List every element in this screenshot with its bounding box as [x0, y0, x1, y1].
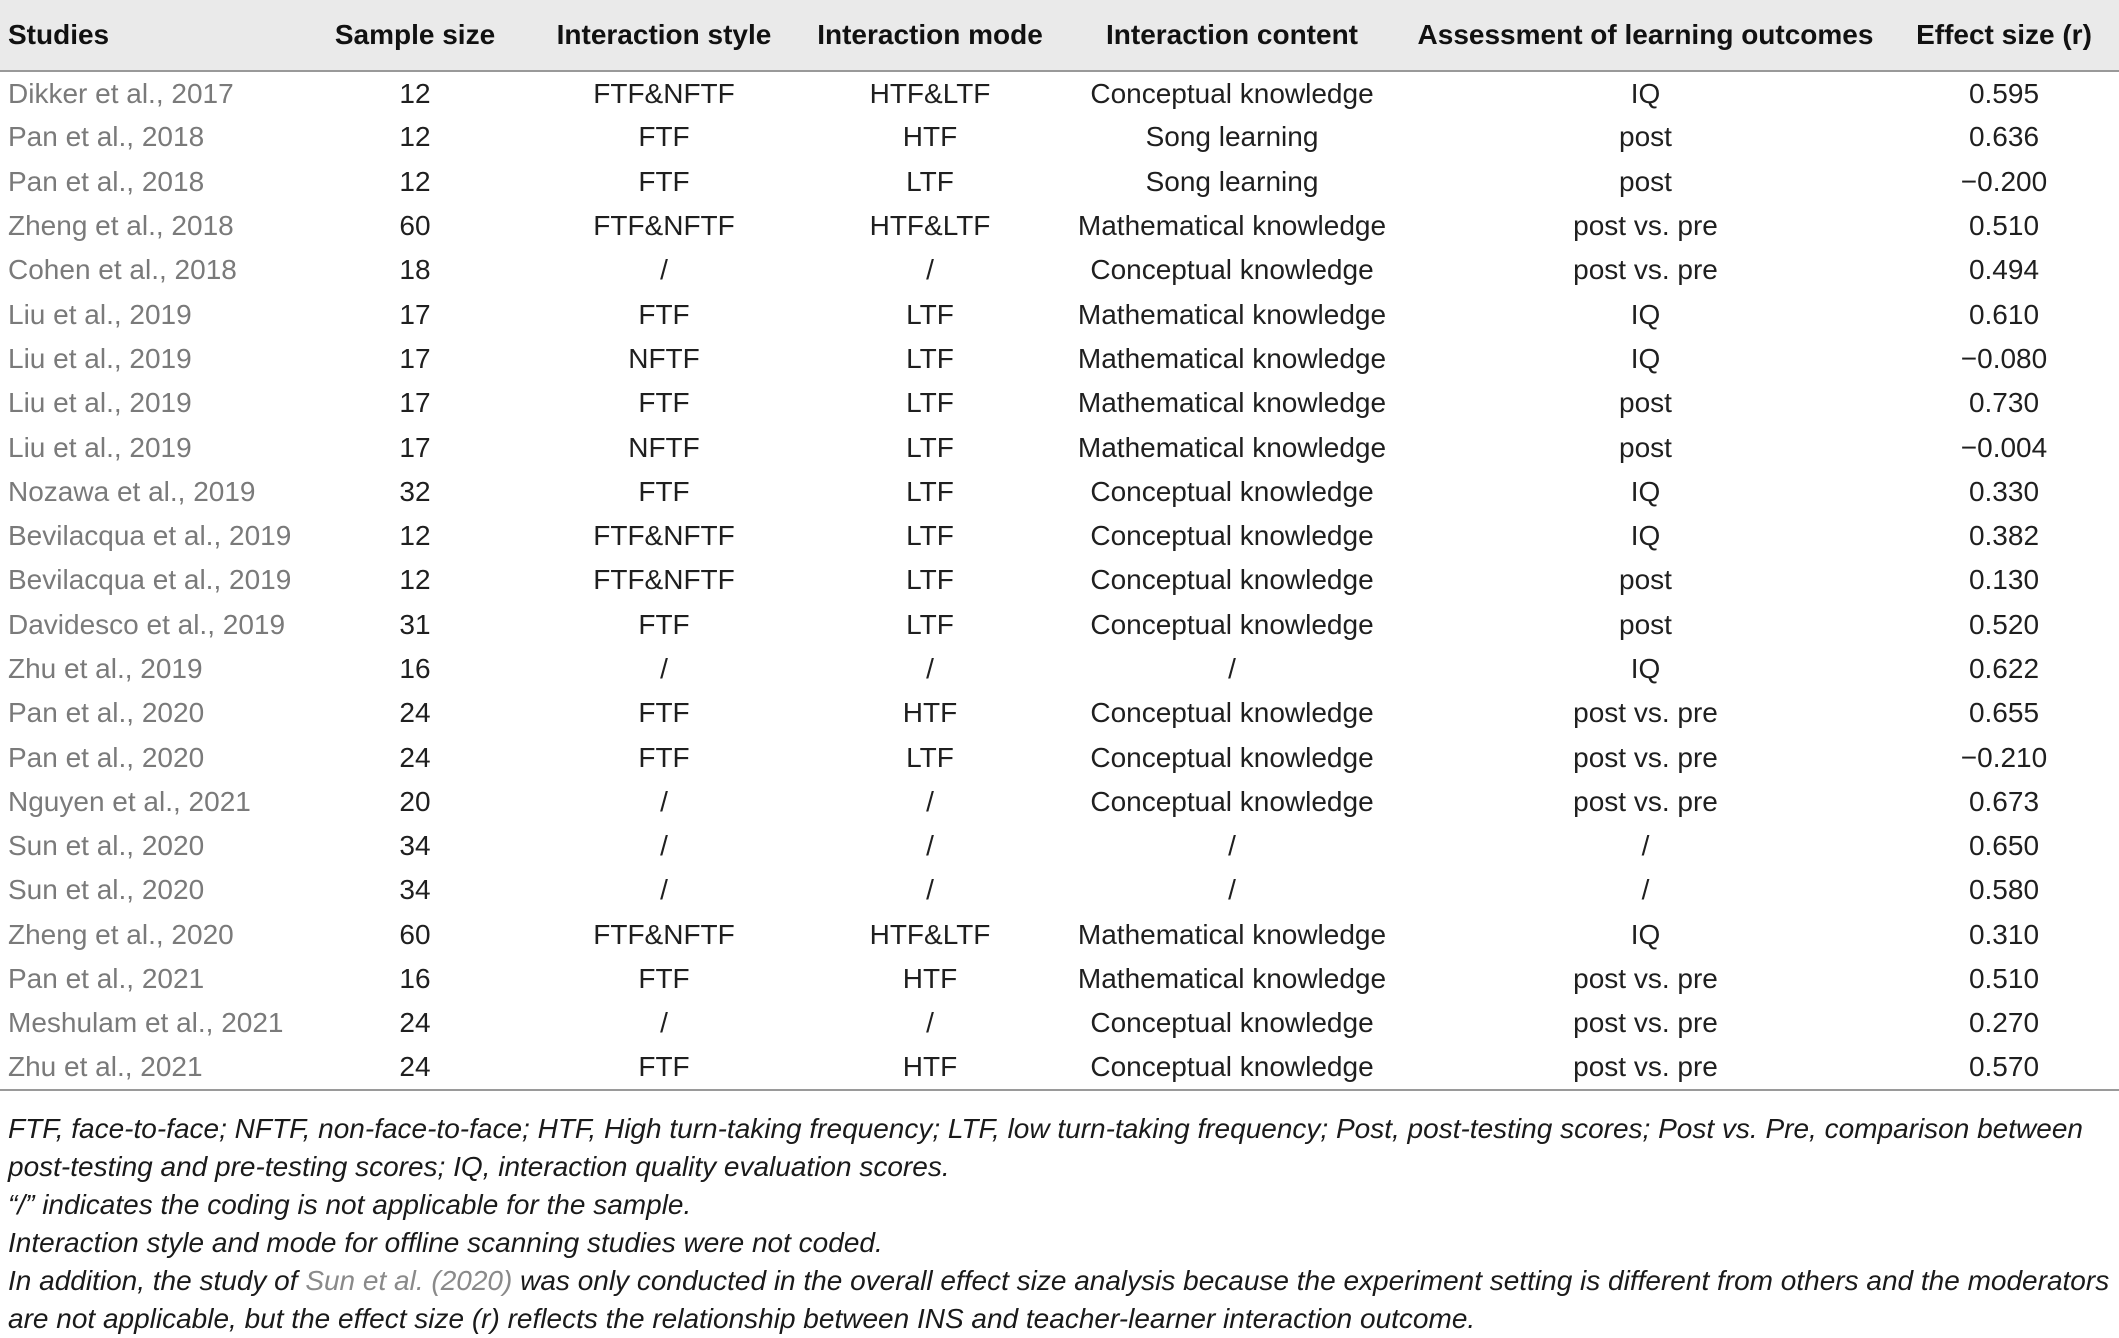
- cell-interaction-content: /: [1228, 653, 1236, 684]
- table-row: [0, 603, 2119, 647]
- cell-interaction-style: FTF: [638, 165, 690, 197]
- cell-interaction-mode: LTF: [906, 431, 954, 463]
- cell-effect-size: 0.580: [1968, 874, 2040, 906]
- cell-interaction-content: Conceptual knowledge: [1090, 741, 1374, 773]
- cell-assessment: post: [1619, 564, 1672, 596]
- cell-sample-size: 17: [399, 342, 431, 374]
- cell-assessment: post: [1619, 387, 1672, 419]
- cell-interaction-content: Conceptual knowledge: [1090, 475, 1374, 507]
- cell-sample-size: 24: [300, 1046, 530, 1090]
- cell-assessment: post vs. pre: [1573, 1007, 1718, 1039]
- cell-study[interactable]: Zhu et al., 2019: [8, 653, 203, 684]
- table-row: [0, 913, 2119, 957]
- table-row: [0, 514, 2119, 558]
- cell-interaction-content: Conceptual knowledge: [1090, 1007, 1374, 1039]
- cell-interaction-mode: /: [926, 1007, 934, 1039]
- cell-interaction-style: FTF&NFTF: [593, 564, 735, 596]
- cell-sample-size: 17: [399, 431, 431, 463]
- cell-interaction-mode: LTF: [906, 387, 954, 419]
- cell-interaction-mode: HTF&LTF: [869, 918, 991, 950]
- cell-sample-size: 31: [399, 608, 431, 640]
- cell-interaction-style: FTF: [638, 963, 690, 995]
- cell-interaction-mode: HTF: [902, 121, 958, 153]
- cell-interaction-style: /: [660, 1007, 668, 1039]
- cell-interaction-style: NFTF: [628, 342, 700, 374]
- cell-assessment: post: [1619, 165, 1672, 197]
- header-effect-size: Effect size (r): [1889, 0, 2119, 71]
- cell-interaction-style: FTF: [638, 298, 690, 330]
- cell-interaction-content: Mathematical knowledge: [1077, 431, 1387, 463]
- cell-study[interactable]: Zheng et al., 2018: [8, 210, 234, 242]
- cell-interaction-style: NFTF: [628, 431, 700, 463]
- cell-assessment: IQ: [1630, 918, 1661, 950]
- table-row: [0, 957, 2119, 1001]
- cell-assessment: post vs. pre: [1573, 785, 1718, 817]
- cell-interaction-mode: LTF: [906, 608, 954, 640]
- cell-assessment: IQ: [1630, 77, 1661, 109]
- cell-effect-size: 0.610: [1968, 298, 2040, 330]
- table-row: [0, 735, 2119, 779]
- cell-assessment: post: [1619, 431, 1672, 463]
- cell-interaction-mode: LTF: [906, 298, 954, 330]
- cell-assessment: post: [1619, 121, 1672, 153]
- cell-assessment: post vs. pre: [1573, 254, 1718, 286]
- table-row: [0, 691, 2119, 735]
- cell-interaction-mode: /: [926, 653, 934, 684]
- cell-study[interactable]: Zhu et al., 2021: [0, 1046, 300, 1090]
- cell-sample-size: 34: [399, 874, 431, 906]
- cell-sample-size: 20: [399, 785, 431, 817]
- cell-assessment: post vs. pre: [1402, 1046, 1889, 1090]
- cell-sample-size: 12: [399, 564, 431, 596]
- cell-sample-size: 12: [399, 77, 431, 109]
- cell-interaction-mode: /: [926, 830, 934, 862]
- citation-link-sun-2020[interactable]: Sun et al. (2020): [305, 1265, 513, 1296]
- cell-interaction-content: Song learning: [1145, 121, 1319, 153]
- table-row: [0, 558, 2119, 602]
- cell-assessment: IQ: [1630, 298, 1661, 330]
- header-interaction-mode: Interaction mode: [798, 0, 1062, 71]
- table-row: [0, 160, 2119, 204]
- cell-study[interactable]: Bevilacqua et al., 2019: [8, 520, 292, 552]
- cell-assessment: /: [1641, 830, 1650, 862]
- cell-sample-size: 17: [399, 387, 431, 419]
- table-row: [0, 248, 2119, 292]
- cell-sample-size: 12: [399, 520, 431, 552]
- cell-study[interactable]: Liu et al., 2019: [8, 431, 192, 463]
- cell-study[interactable]: Dikker et al., 2017: [8, 77, 234, 109]
- cell-effect-size: −0.200: [1960, 165, 2048, 197]
- table-row: [0, 204, 2119, 248]
- cell-interaction-content: Conceptual knowledge: [1090, 785, 1374, 817]
- cell-assessment: IQ: [1630, 653, 1661, 684]
- cell-interaction-content: Conceptual knowledge: [1090, 697, 1374, 729]
- cell-sample-size: 24: [399, 741, 431, 773]
- cell-interaction-content: Conceptual knowledge: [1090, 254, 1374, 286]
- cell-sample-size: 32: [399, 475, 431, 507]
- cell-interaction-content: /: [1228, 874, 1236, 906]
- cell-effect-size: 0.520: [1968, 608, 2040, 640]
- table-row: [0, 780, 2119, 824]
- cell-interaction-mode: LTF: [906, 564, 954, 596]
- header-assessment: Assessment of learning outcomes: [1402, 0, 1889, 71]
- cell-study[interactable]: Pan et al., 2018: [8, 121, 205, 153]
- footnote-addition: [8, 1262, 2113, 1338]
- cell-interaction-style: FTF: [638, 608, 690, 640]
- cell-effect-size: 0.655: [1968, 697, 2040, 729]
- cell-interaction-mode: HTF: [798, 1046, 1062, 1090]
- cell-interaction-style: /: [660, 653, 668, 684]
- cell-effect-size: 0.510: [1968, 210, 2040, 242]
- footnote-slash: “/” indicates the coding is not applicable for the sample.: [8, 1189, 692, 1220]
- table-footnotes: [8, 1110, 2113, 1338]
- cell-study[interactable]: Sun et al., 2020: [8, 830, 205, 862]
- cell-effect-size: −0.004: [1960, 431, 2048, 463]
- cell-effect-size: 0.650: [1968, 830, 2040, 862]
- table-row: [0, 470, 2119, 514]
- cell-assessment: post vs. pre: [1573, 697, 1718, 729]
- cell-interaction-style: FTF&NFTF: [593, 918, 735, 950]
- cell-study[interactable]: Nguyen et al., 2021: [8, 785, 251, 817]
- footnote-offline: Interaction style and mode for offline scanning studies were not coded.: [8, 1227, 883, 1258]
- header-interaction-content: Interaction content: [1062, 0, 1402, 71]
- table-row: [0, 1001, 2119, 1045]
- cell-effect-size: 0.494: [1968, 254, 2040, 286]
- footnote-addition-prefix: In addition, the study of: [8, 1265, 306, 1296]
- cell-study[interactable]: Liu et al., 2019: [8, 298, 192, 330]
- cell-interaction-content: Conceptual knowledge: [1062, 1046, 1402, 1090]
- cell-interaction-content: Mathematical knowledge: [1077, 298, 1387, 330]
- table-row: [0, 647, 2119, 691]
- cell-interaction-content: Conceptual knowledge: [1090, 608, 1374, 640]
- table-row: [0, 337, 2119, 381]
- cell-sample-size: 17: [399, 298, 431, 330]
- cell-interaction-style: /: [660, 785, 668, 817]
- cell-assessment: post vs. pre: [1573, 210, 1718, 242]
- table-row: [0, 425, 2119, 469]
- cell-interaction-style: /: [660, 874, 668, 906]
- cell-interaction-content: Song learning: [1145, 165, 1319, 197]
- cell-interaction-mode: HTF&LTF: [869, 210, 991, 242]
- cell-assessment: post vs. pre: [1573, 963, 1718, 995]
- cell-sample-size: 16: [399, 963, 431, 995]
- table-row: [0, 115, 2119, 159]
- cell-effect-size: 0.622: [1968, 653, 2040, 684]
- cell-interaction-style: FTF: [638, 387, 690, 419]
- cell-interaction-style: FTF&NFTF: [593, 77, 735, 109]
- table-row: [0, 868, 2119, 912]
- cell-interaction-mode: LTF: [906, 475, 954, 507]
- header-sample-size: Sample size: [300, 0, 530, 71]
- cell-effect-size: 0.730: [1968, 387, 2040, 419]
- cell-study[interactable]: Sun et al., 2020: [8, 874, 205, 906]
- cell-sample-size: 60: [399, 210, 431, 242]
- cell-interaction-style: FTF: [638, 697, 690, 729]
- cell-interaction-content: Conceptual knowledge: [1090, 564, 1374, 596]
- cell-interaction-mode: /: [926, 254, 934, 286]
- cell-study[interactable]: Pan et al., 2020: [8, 697, 205, 729]
- cell-effect-size: 0.310: [1968, 918, 2040, 950]
- cell-sample-size: 34: [399, 830, 431, 862]
- cell-study[interactable]: Liu et al., 2019: [8, 387, 192, 419]
- table-row: [0, 824, 2119, 868]
- cell-effect-size: −0.080: [1960, 342, 2048, 374]
- cell-interaction-style: FTF&NFTF: [593, 210, 735, 242]
- cell-interaction-style: FTF: [638, 121, 690, 153]
- cell-effect-size: 0.595: [1968, 77, 2040, 109]
- header-studies: Studies: [0, 0, 300, 71]
- cell-sample-size: 24: [399, 1007, 431, 1039]
- cell-effect-size: 0.130: [1968, 564, 2040, 596]
- cell-effect-size: 0.270: [1968, 1007, 2040, 1039]
- cell-assessment: IQ: [1630, 475, 1661, 507]
- cell-assessment: post: [1619, 608, 1672, 640]
- cell-interaction-content: Mathematical knowledge: [1077, 387, 1387, 419]
- cell-effect-size: 0.673: [1968, 785, 2040, 817]
- cell-interaction-content: Conceptual knowledge: [1090, 520, 1374, 552]
- cell-study[interactable]: Zheng et al., 2020: [8, 918, 234, 950]
- cell-interaction-mode: LTF: [906, 165, 954, 197]
- cell-interaction-mode: /: [926, 785, 934, 817]
- cell-sample-size: 12: [399, 121, 431, 153]
- cell-sample-size: 60: [399, 918, 431, 950]
- table-row: [0, 381, 2119, 425]
- cell-interaction-mode: HTF: [902, 963, 958, 995]
- footnote-addition-suffix: was only conducted in the overall effect size analysis because the experiment setting is different from others and the moderators are not applicable, but the effect size (r) reflects the relationship between INS and teacher-learner interaction outcome.: [8, 1265, 2110, 1334]
- cell-interaction-style: FTF&NFTF: [593, 520, 735, 552]
- cell-effect-size: −0.210: [1960, 741, 2048, 773]
- cell-sample-size: 12: [399, 165, 431, 197]
- cell-study[interactable]: Cohen et al., 2018: [8, 254, 237, 286]
- cell-interaction-content: Conceptual knowledge: [1090, 77, 1374, 109]
- cell-interaction-style: FTF: [530, 1046, 798, 1090]
- cell-study[interactable]: Pan et al., 2020: [8, 741, 205, 773]
- cell-interaction-mode: LTF: [906, 342, 954, 374]
- cell-interaction-content: Mathematical knowledge: [1077, 210, 1387, 242]
- cell-interaction-content: Mathematical knowledge: [1077, 918, 1387, 950]
- cell-interaction-mode: HTF&LTF: [869, 77, 991, 109]
- cell-study[interactable]: Davidesco et al., 2019: [8, 608, 286, 640]
- cell-interaction-mode: LTF: [906, 741, 954, 773]
- header-interaction-style: Interaction style: [530, 0, 798, 71]
- cell-assessment: /: [1641, 874, 1650, 906]
- table-row: [0, 71, 2119, 115]
- table-row: [0, 292, 2119, 336]
- cell-study[interactable]: Pan et al., 2018: [8, 165, 205, 197]
- cell-effect-size: 0.570: [1889, 1046, 2119, 1090]
- cell-study[interactable]: Bevilacqua et al., 2019: [8, 564, 292, 596]
- table-header-row: [0, 0, 2119, 71]
- cell-interaction-style: /: [660, 830, 668, 862]
- cell-study[interactable]: Pan et al., 2021: [8, 963, 205, 995]
- cell-assessment: post vs. pre: [1573, 741, 1718, 773]
- table-body: [0, 71, 2119, 1090]
- cell-interaction-style: /: [660, 254, 668, 286]
- cell-sample-size: 24: [399, 697, 431, 729]
- cell-effect-size: 0.510: [1968, 963, 2040, 995]
- cell-study[interactable]: Liu et al., 2019: [8, 342, 192, 374]
- cell-study[interactable]: Nozawa et al., 2019: [8, 475, 256, 507]
- cell-interaction-mode: LTF: [906, 520, 954, 552]
- cell-effect-size: 0.330: [1968, 475, 2040, 507]
- cell-interaction-mode: HTF: [902, 697, 958, 729]
- cell-interaction-content: /: [1228, 830, 1236, 862]
- cell-interaction-content: Mathematical knowledge: [1077, 342, 1387, 374]
- footnote-abbreviations: FTF, face-to-face; NFTF, non-face-to-face; HTF, High turn-taking frequency; LTF, low turn-taking frequency; Post, post-testing scores; Post vs. Pre, comparison between post-testing and pre-testing scores; IQ, interaction quality evaluation scores.: [8, 1113, 2083, 1182]
- cell-study[interactable]: Meshulam et al., 2021: [8, 1007, 284, 1039]
- cell-interaction-style: FTF: [638, 741, 690, 773]
- cell-interaction-content: Mathematical knowledge: [1077, 963, 1387, 995]
- table-row: [0, 1046, 2119, 1090]
- cell-assessment: IQ: [1630, 342, 1661, 374]
- cell-interaction-style: FTF: [638, 475, 690, 507]
- cell-effect-size: 0.636: [1968, 121, 2040, 153]
- cell-sample-size: 16: [399, 653, 431, 684]
- cell-effect-size: 0.382: [1968, 520, 2040, 552]
- cell-interaction-mode: /: [926, 874, 934, 906]
- cell-sample-size: 18: [399, 254, 431, 286]
- cell-assessment: IQ: [1630, 520, 1661, 552]
